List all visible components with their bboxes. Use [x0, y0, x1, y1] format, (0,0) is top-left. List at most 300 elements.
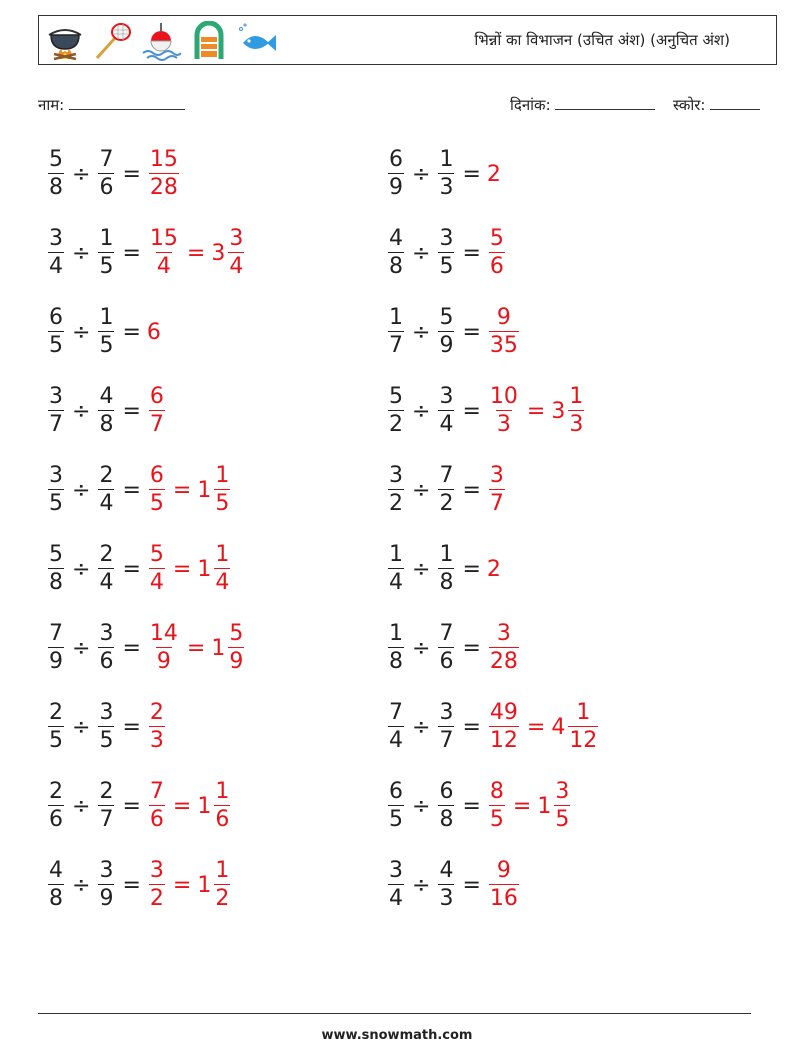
numerator: 1	[439, 542, 454, 567]
denominator: 8	[439, 807, 454, 832]
answer-improper-fraction	[149, 465, 165, 515]
divide-sign: ÷	[412, 240, 431, 266]
denominator: 7	[489, 491, 504, 516]
numerator: 3	[149, 858, 164, 883]
answer	[147, 320, 161, 345]
denominator: 2	[389, 412, 403, 437]
dividend-fraction	[48, 228, 64, 278]
numerator: 6	[49, 305, 63, 330]
problem-item	[46, 381, 167, 441]
answer-improper-fraction	[489, 781, 505, 831]
problem-item	[386, 381, 586, 441]
denominator: 6	[99, 175, 114, 200]
divisor-fraction	[98, 386, 114, 436]
divide-sign: ÷	[412, 319, 431, 345]
equals-sign: =	[122, 872, 141, 898]
dividend-fraction	[388, 860, 404, 910]
problem-item	[386, 618, 521, 678]
header-icons	[45, 21, 277, 61]
denominator: 6	[49, 807, 63, 832]
numerator: 6	[149, 463, 164, 488]
answer-improper-fraction	[149, 781, 165, 831]
numerator: 7	[389, 700, 403, 725]
divide-sign: ÷	[72, 477, 91, 503]
denominator: 7	[49, 412, 63, 437]
denominator: 9	[156, 649, 171, 674]
numerator: 7	[49, 621, 63, 646]
answer-mixed-whole: 3	[211, 240, 226, 266]
divide-sign: ÷	[412, 793, 431, 819]
denominator: 3	[496, 412, 511, 437]
divisor-fraction	[438, 544, 454, 594]
denominator: 4	[389, 728, 403, 753]
answer-mixed-whole: 1	[211, 635, 226, 661]
divisor-fraction	[98, 702, 114, 752]
divide-sign: ÷	[412, 161, 431, 187]
denominator: 5	[99, 254, 114, 279]
dividend-fraction	[388, 781, 404, 831]
denominator: 5	[49, 333, 63, 358]
numerator: 10	[489, 384, 518, 409]
fish-icon	[237, 21, 277, 61]
denominator: 6	[489, 254, 504, 279]
divisor-fraction	[98, 228, 114, 278]
dividend-fraction	[48, 386, 64, 436]
numerator: 4	[99, 384, 114, 409]
numerator: 1	[215, 463, 230, 488]
denominator: 4	[99, 491, 114, 516]
answer-equals-sign: =	[512, 793, 532, 819]
answer-mixed-fraction	[568, 386, 584, 436]
numerator: 1	[439, 147, 454, 172]
numerator: 2	[99, 463, 114, 488]
dividend-fraction	[48, 307, 64, 357]
dividend-fraction	[388, 386, 404, 436]
denominator: 4	[156, 254, 171, 279]
divide-sign: ÷	[72, 714, 91, 740]
answer-equals-sign: =	[172, 872, 192, 898]
butterfly-net-icon	[93, 21, 133, 61]
divide-sign: ÷	[72, 556, 91, 582]
dividend-fraction	[48, 544, 64, 594]
dividend-fraction	[388, 702, 404, 752]
problem-item	[386, 539, 501, 599]
dividend-fraction	[388, 149, 404, 199]
answer-whole: 6	[146, 319, 161, 345]
numerator: 3	[99, 858, 114, 883]
answer	[487, 386, 586, 436]
score-blank[interactable]	[710, 95, 760, 110]
dividend-fraction	[48, 149, 64, 199]
numerator: 1	[389, 542, 403, 567]
denominator: 28	[489, 649, 518, 674]
date-label: दिनांक:	[510, 96, 551, 114]
numerator: 7	[149, 779, 164, 804]
answer	[487, 860, 521, 910]
denominator: 8	[439, 570, 454, 595]
denominator: 2	[389, 491, 403, 516]
divide-sign: ÷	[72, 240, 91, 266]
numerator: 1	[389, 305, 403, 330]
divisor-fraction	[98, 149, 114, 199]
problem-item	[386, 776, 572, 836]
numerator: 3	[229, 226, 244, 251]
answer	[487, 228, 507, 278]
numerator: 4	[389, 226, 403, 251]
answer-improper-fraction	[489, 228, 505, 278]
divisor-fraction	[98, 623, 114, 673]
footer-url: www.snowmath.com	[321, 1028, 473, 1043]
worksheet-header	[38, 15, 777, 65]
equals-sign: =	[122, 714, 141, 740]
answer	[147, 465, 232, 515]
numerator: 15	[149, 147, 178, 172]
numerator: 5	[49, 147, 63, 172]
answer-equals-sign: =	[186, 635, 206, 661]
answer-improper-fraction	[489, 623, 519, 673]
denominator: 7	[149, 412, 164, 437]
divide-sign: ÷	[72, 161, 91, 187]
problem-item	[46, 697, 167, 757]
numerator: 3	[49, 384, 63, 409]
equals-sign: =	[122, 635, 141, 661]
denominator: 4	[389, 886, 403, 911]
answer	[487, 702, 600, 752]
denominator: 4	[229, 254, 244, 279]
equals-sign: =	[462, 398, 481, 424]
answer-mixed-fraction	[228, 623, 244, 673]
divisor-fraction	[98, 307, 114, 357]
denominator: 4	[49, 254, 63, 279]
denominator: 5	[439, 254, 454, 279]
denominator: 7	[439, 728, 454, 753]
numerator: 3	[49, 226, 63, 251]
divisor-fraction	[98, 860, 114, 910]
answer-equals-sign: =	[186, 240, 206, 266]
problem-item	[46, 144, 181, 204]
denominator: 12	[569, 728, 598, 753]
answer-improper-fraction	[149, 544, 165, 594]
answer-mixed-fraction	[214, 544, 230, 594]
score-label: स्कोर:	[672, 96, 706, 114]
divide-sign: ÷	[412, 872, 431, 898]
denominator: 4	[439, 412, 454, 437]
answer	[487, 162, 501, 187]
date-score-fields	[510, 95, 760, 115]
denominator: 8	[49, 570, 63, 595]
divide-sign: ÷	[72, 872, 91, 898]
equals-sign: =	[462, 477, 481, 503]
denominator: 9	[229, 649, 244, 674]
answer-mixed-whole: 1	[197, 556, 212, 582]
problem-item	[46, 223, 246, 283]
numerator: 9	[496, 305, 511, 330]
numerator: 4	[439, 858, 454, 883]
answer-improper-fraction	[149, 149, 179, 199]
dividend-fraction	[48, 781, 64, 831]
denominator: 2	[149, 886, 164, 911]
numerator: 6	[149, 384, 164, 409]
numerator: 3	[389, 463, 403, 488]
denominator: 5	[49, 728, 63, 753]
dividend-fraction	[48, 465, 64, 515]
denominator: 9	[49, 649, 63, 674]
numerator: 1	[576, 700, 591, 725]
answer-equals-sign: =	[172, 556, 192, 582]
numerator: 1	[99, 305, 114, 330]
date-blank[interactable]	[555, 95, 655, 110]
problem-item	[46, 776, 232, 836]
problem-item	[386, 302, 521, 362]
numerator: 3	[99, 621, 114, 646]
denominator: 7	[99, 807, 114, 832]
problem-item	[46, 460, 232, 520]
numerator: 5	[389, 384, 403, 409]
numerator: 5	[229, 621, 244, 646]
worksheet-title: भिन्नों का विभाजन (उचित अंश) (अनुचित अंश)	[474, 31, 730, 49]
denominator: 9	[99, 886, 114, 911]
answer-improper-fraction	[489, 386, 519, 436]
problem-item	[386, 144, 501, 204]
answer-mixed-whole: 1	[197, 793, 212, 819]
dividend-fraction	[388, 228, 404, 278]
denominator: 28	[149, 175, 178, 200]
divide-sign: ÷	[412, 477, 431, 503]
denominator: 6	[99, 649, 114, 674]
answer	[147, 781, 232, 831]
divisor-fraction	[438, 781, 454, 831]
equals-sign: =	[122, 556, 141, 582]
equals-sign: =	[122, 319, 141, 345]
answer-mixed-fraction	[554, 781, 570, 831]
answer-improper-fraction	[489, 307, 519, 357]
divide-sign: ÷	[412, 398, 431, 424]
numerator: 3	[99, 700, 114, 725]
answer-mixed-whole: 4	[551, 714, 566, 740]
denominator: 5	[149, 491, 164, 516]
denominator: 16	[489, 886, 518, 911]
denominator: 5	[389, 807, 403, 832]
numerator: 2	[99, 779, 114, 804]
numerator: 1	[389, 621, 403, 646]
numerator: 7	[439, 621, 454, 646]
answer	[487, 623, 521, 673]
answer-mixed-fraction	[228, 228, 244, 278]
denominator: 35	[489, 333, 518, 358]
problem-item	[46, 855, 232, 915]
dividend-fraction	[388, 465, 404, 515]
answer	[147, 149, 181, 199]
equals-sign: =	[462, 714, 481, 740]
numerator: 2	[149, 700, 164, 725]
divide-sign: ÷	[72, 635, 91, 661]
answer-improper-fraction	[489, 860, 519, 910]
denominator: 9	[439, 333, 454, 358]
denominator: 8	[49, 886, 63, 911]
numerator: 5	[49, 542, 63, 567]
fishing-bobber-icon	[141, 21, 181, 61]
numerator: 1	[215, 779, 230, 804]
answer	[147, 228, 246, 278]
problem-item	[386, 223, 507, 283]
answer-mixed-fraction	[568, 702, 598, 752]
answer	[487, 781, 572, 831]
equals-sign: =	[462, 240, 481, 266]
denominator: 6	[149, 807, 164, 832]
numerator: 4	[49, 858, 63, 883]
numerator: 1	[215, 858, 230, 883]
divisor-fraction	[438, 860, 454, 910]
dividend-fraction	[48, 702, 64, 752]
divide-sign: ÷	[72, 793, 91, 819]
problem-item	[46, 539, 232, 599]
problem-item	[386, 460, 507, 520]
divisor-fraction	[98, 544, 114, 594]
numerator: 7	[99, 147, 114, 172]
divisor-fraction	[98, 465, 114, 515]
equals-sign: =	[462, 872, 481, 898]
denominator: 5	[555, 807, 570, 832]
answer-mixed-whole: 1	[197, 477, 212, 503]
name-field	[38, 95, 185, 115]
numerator: 49	[489, 700, 518, 725]
equals-sign: =	[462, 319, 481, 345]
denominator: 12	[489, 728, 518, 753]
equals-sign: =	[122, 240, 141, 266]
divide-sign: ÷	[412, 635, 431, 661]
numerator: 3	[439, 700, 454, 725]
answer-mixed-whole: 1	[197, 872, 212, 898]
divide-sign: ÷	[72, 398, 91, 424]
answer-whole: 2	[486, 161, 501, 187]
answer-improper-fraction	[149, 702, 165, 752]
numerator: 6	[389, 147, 403, 172]
denominator: 5	[99, 333, 114, 358]
cooking-pot-icon	[45, 21, 85, 61]
divisor-fraction	[438, 307, 454, 357]
denominator: 8	[99, 412, 114, 437]
dividend-fraction	[388, 544, 404, 594]
answer-improper-fraction	[149, 623, 179, 673]
answer-improper-fraction	[489, 465, 505, 515]
answer-mixed-whole: 1	[537, 793, 552, 819]
numerator: 1	[569, 384, 584, 409]
numerator: 14	[149, 621, 178, 646]
numerator: 3	[439, 384, 454, 409]
answer-whole: 2	[486, 556, 501, 582]
name-blank[interactable]	[69, 95, 185, 110]
answer-mixed-whole: 3	[551, 398, 566, 424]
answer-improper-fraction	[149, 386, 165, 436]
answer-improper-fraction	[149, 860, 165, 910]
problem-item	[46, 302, 161, 362]
answer	[487, 465, 507, 515]
numerator: 6	[439, 779, 454, 804]
answer-equals-sign: =	[526, 714, 546, 740]
equals-sign: =	[462, 635, 481, 661]
answer	[147, 386, 167, 436]
numerator: 3	[555, 779, 570, 804]
equals-sign: =	[122, 398, 141, 424]
answer-equals-sign: =	[172, 793, 192, 819]
denominator: 8	[389, 649, 403, 674]
divisor-fraction	[98, 781, 114, 831]
answer-equals-sign: =	[172, 477, 192, 503]
answer	[147, 623, 246, 673]
divisor-fraction	[438, 228, 454, 278]
equals-sign: =	[122, 161, 141, 187]
denominator: 3	[439, 175, 454, 200]
answer	[147, 860, 232, 910]
numerator: 5	[149, 542, 164, 567]
denominator: 3	[569, 412, 584, 437]
equals-sign: =	[462, 161, 481, 187]
denominator: 5	[99, 728, 114, 753]
problem-item	[46, 618, 246, 678]
divisor-fraction	[438, 386, 454, 436]
denominator: 2	[439, 491, 454, 516]
numerator: 7	[439, 463, 454, 488]
numerator: 2	[99, 542, 114, 567]
dividend-fraction	[388, 623, 404, 673]
divisor-fraction	[438, 465, 454, 515]
equals-sign: =	[122, 793, 141, 819]
numerator: 3	[489, 463, 504, 488]
problem-item	[386, 697, 600, 757]
divisor-fraction	[438, 149, 454, 199]
name-label: नाम:	[38, 96, 65, 114]
denominator: 4	[215, 570, 230, 595]
numerator: 3	[496, 621, 511, 646]
answer-improper-fraction	[489, 702, 519, 752]
answer-improper-fraction	[149, 228, 179, 278]
denominator: 3	[149, 728, 164, 753]
equals-sign: =	[462, 556, 481, 582]
numerator: 3	[49, 463, 63, 488]
numerator: 2	[49, 700, 63, 725]
numerator: 3	[389, 858, 403, 883]
answer	[147, 544, 232, 594]
problem-item	[386, 855, 521, 915]
divide-sign: ÷	[412, 714, 431, 740]
numerator: 1	[99, 226, 114, 251]
dividend-fraction	[388, 307, 404, 357]
denominator: 2	[215, 886, 230, 911]
answer	[487, 307, 521, 357]
denominator: 6	[215, 807, 230, 832]
numerator: 8	[489, 779, 504, 804]
numerator: 5	[489, 226, 504, 251]
numerator: 1	[215, 542, 230, 567]
denominator: 4	[389, 570, 403, 595]
answer-mixed-fraction	[214, 465, 230, 515]
answer	[487, 557, 501, 582]
divide-sign: ÷	[72, 319, 91, 345]
footer-divider	[38, 1013, 751, 1014]
denominator: 9	[389, 175, 403, 200]
answer-equals-sign: =	[526, 398, 546, 424]
numerator: 6	[389, 779, 403, 804]
answer-mixed-fraction	[214, 860, 230, 910]
denominator: 7	[389, 333, 403, 358]
divide-sign: ÷	[412, 556, 431, 582]
divisor-fraction	[438, 623, 454, 673]
inflatable-boat-icon	[189, 21, 229, 61]
numerator: 5	[439, 305, 454, 330]
denominator: 5	[489, 807, 504, 832]
numerator: 3	[439, 226, 454, 251]
dividend-fraction	[48, 623, 64, 673]
